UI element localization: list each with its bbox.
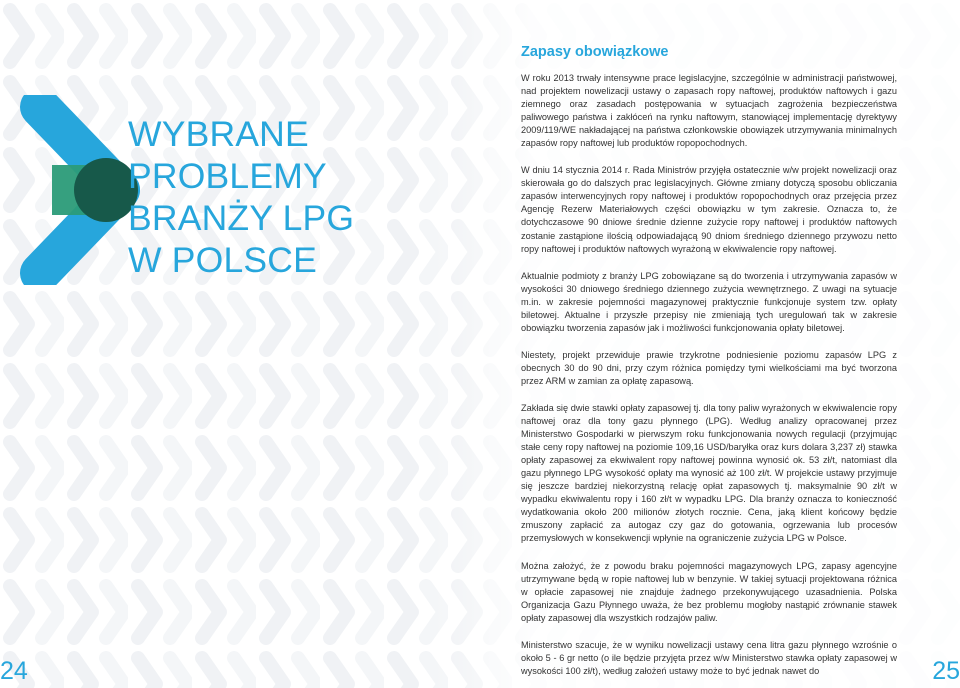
paragraph: Niestety, projekt przewiduje prawie trzykrotne podniesienie poziomu zapasów LPG z obecnych 30 do 90 dni, przy czym różnica pomiędzy tymi wielkościami ma być tworzona przez ARM w zamian za opłatę zapasową.	[521, 349, 897, 386]
cover-title-line: W POLSCE	[128, 240, 317, 280]
page-number-right: 25	[932, 657, 960, 685]
cover-title-line: PROBLEMY	[128, 156, 327, 196]
paragraph: Aktualnie podmioty z branży LPG zobowiązane są do tworzenia i utrzymywania zapasów w wysokości 30 dniowego średniego dziennego zużycia wewnętrznego. Z uwagi na sytuacje m.in. w zakresie pojemności magazynowej praktycznie funkcjonuje system tzw. opłaty biletowej. Aktualne i przyszłe przepisy nie zmieniają tych uregulowań tak w zakresie obowiązku tworzenia zapasów jak i możliwości funkcjonowania opłaty biletowej.	[521, 270, 897, 333]
page-number-left: 24	[0, 657, 28, 685]
cover-title-line: BRANŻY LPG	[128, 198, 355, 238]
section-title: Zapasy obowiązkowe	[521, 44, 669, 60]
paragraph: Ministerstwo szacuje, że w wyniku nowelizacji ustawy cena litra gazu płynnego wzrośnie o około 5 - 6 gr netto (o ile będzie przyjęta przez w/w Ministerstwo stawka opłaty zapasowej w wysokości 100 zł/t), według założeń ustawy może to być jednak nawet do	[521, 639, 897, 676]
paragraph: W roku 2013 trwały intensywne prace legislacyjne, szczególnie w administracji państwowej, nad projektem nowelizacji ustawy o zapasach ropy naftowej, produktów naftowych i gazu ziemnego oraz zasadach postępowania w sytuacjach zagrożenia bezpieczeństwa paliwowego państwa i zakłóceń na rynku naftowym, stanowiącej implementację dyrektywy 2009/119/WE nakładającej na państwa członkowskie obowiązek utrzymywania minimalnych zapasów ropy naftowej lub produktów ropopochodnych.	[521, 73, 897, 149]
cover-title-line: WYBRANE	[128, 114, 309, 154]
paragraph: Można założyć, że z powodu braku pojemności magazynowych LPG, zapasy agencyjne utrzymywane będą w ropie naftowej lub w benzynie. W takiej sytuacji projektowana różnica w opłacie zapasowej nie znajduje żadnego przekonywującego uzasadnienia. Polska Organizacja Gazu Płynnego uważa, że bez problemu mogłoby nastąpić zrównanie stawek opłaty zapasowej dla wszystkich rodzajów paliw.	[521, 560, 897, 623]
paragraph: Zakłada się dwie stawki opłaty zapasowej tj. dla tony paliw wyrażonych w ekwiwalencie ropy naftowej oraz dla tony gazu płynnego (LPG). Według analizy opracowanej przez Ministerstwo Gospodarki w pierwszym roku funkcjonowania nowych regulacji (przyjmując stałe ceny ropy naftowej na poziomie 109,16 USD/baryłka oraz kurs dolara 3,237 zł) stawka opłaty zapasowej za ekwiwalent ropy naftowej powinna wynosić ok. 53 zł/t, natomiast dla gazu płynnego LPG wysokość opłaty ma wynosić aż 100 zł/t. W projekcie ustawy przyjmuje się jeszcze bardziej niekorzystną relację opłat zapasowych tj. maksymalnie 90 zł/t w wypadku ekwiwalentu ropy i 160 zł/t w wypadku LPG. Dla branży oznacza to konieczność wydatkowania około 200 milionów złotych rocznie. Cena, jaką klient końcowy będzie zmuszony zapłacić za autogaz czy gaz do gotowania, ogrzewania lub procesów przemysłowych w konsekwencji wpłynie na ograniczenie zużycia LPG w Polsce.	[521, 402, 897, 544]
cover-title	[128, 113, 354, 281]
paragraph: W dniu 14 stycznia 2014 r. Rada Ministrów przyjęła ostatecznie w/w projekt nowelizacji oraz skierowała go do dalszych prac legislacyjnych. Główne zmiany dotyczą sposobu obliczania zapasów interwencyjnych ropy naftowej i produktów ropopochodnych oraz przejęcia przez Agencję Rezerw Materiałowych części obowiązku w tym zakresie. Oznacza to, że dotychczasowe 90 dniowe średnie dzienne zużycie ropy naftowej i produktów naftowych zostanie zastąpione ilością odpowiadającą 90 dniom średniego dziennego przywozu netto ropy naftowej i produktów naftowych wyrażoną w ekwiwalencie ropy naftowej.	[521, 165, 897, 254]
article-body	[521, 72, 897, 678]
